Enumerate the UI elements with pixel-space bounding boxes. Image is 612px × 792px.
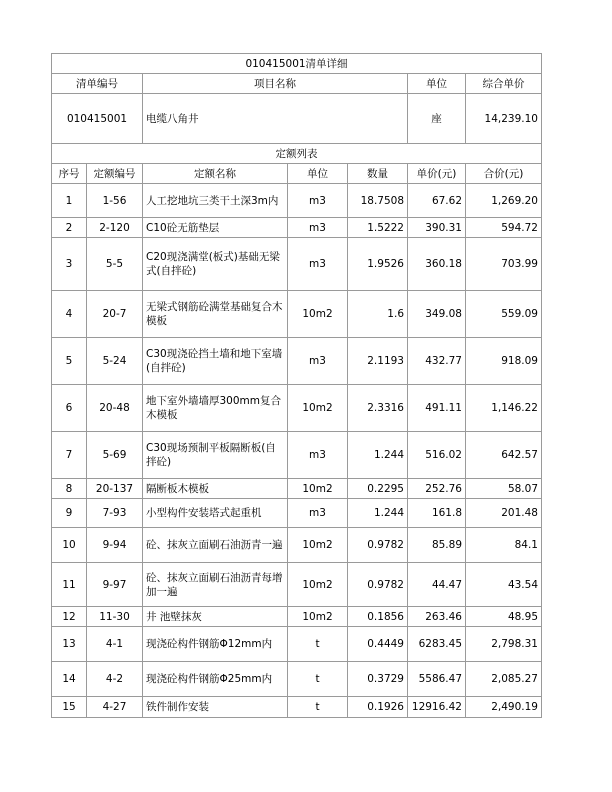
- row-quota-code: 5-5: [87, 238, 143, 291]
- row-unit: m3: [288, 499, 348, 528]
- bill-detail-table: [51, 53, 542, 718]
- row-seq: 2: [52, 218, 87, 238]
- row-quota-name: C10砼无筋垫层: [143, 218, 288, 238]
- row-seq: 13: [52, 627, 87, 662]
- bill-name-header: 项目名称: [143, 74, 408, 94]
- bill-code-header: 清单编号: [52, 74, 143, 94]
- row-qty: 1.244: [348, 432, 408, 479]
- row-total: 594.72: [466, 218, 542, 238]
- table-row: [52, 338, 542, 385]
- row-total: 43.54: [466, 563, 542, 607]
- row-quota-name: C20现浇满堂(板式)基础无梁式(自拌砼): [143, 238, 288, 291]
- row-price: 432.77: [408, 338, 466, 385]
- row-unit: m3: [288, 184, 348, 218]
- bill-unit-price-header: 综合单价: [466, 74, 542, 94]
- row-total: 1,269.20: [466, 184, 542, 218]
- row-qty: 1.244: [348, 499, 408, 528]
- row-unit: 10m2: [288, 528, 348, 563]
- row-seq: 5: [52, 338, 87, 385]
- table-row: [52, 697, 542, 718]
- row-total: 2,798.31: [466, 627, 542, 662]
- table-row: [52, 607, 542, 627]
- row-quota-name: 无梁式钢筋砼满堂基础复合木模板: [143, 291, 288, 338]
- row-seq: 8: [52, 479, 87, 499]
- table-row: [52, 238, 542, 291]
- unit-header: 单位: [288, 164, 348, 184]
- bill-unit-price: 14,239.10: [466, 94, 542, 144]
- row-price: 360.18: [408, 238, 466, 291]
- row-quota-code: 2-120: [87, 218, 143, 238]
- row-price: 516.02: [408, 432, 466, 479]
- row-quota-code: 5-69: [87, 432, 143, 479]
- row-qty: 1.5222: [348, 218, 408, 238]
- row-quota-code: 5-24: [87, 338, 143, 385]
- row-qty: 1.9526: [348, 238, 408, 291]
- row-seq: 3: [52, 238, 87, 291]
- table-row: [52, 479, 542, 499]
- table-row: [52, 291, 542, 338]
- row-quota-name: 小型构件安装塔式起重机: [143, 499, 288, 528]
- quota-name-header: 定额名称: [143, 164, 288, 184]
- total-header: 合价(元): [466, 164, 542, 184]
- row-total: 2,490.19: [466, 697, 542, 718]
- row-quota-code: 7-93: [87, 499, 143, 528]
- row-qty: 0.4449: [348, 627, 408, 662]
- row-price: 5586.47: [408, 662, 466, 697]
- row-total: 703.99: [466, 238, 542, 291]
- row-seq: 6: [52, 385, 87, 432]
- row-quota-name: 砼、抹灰立面刷石油沥青每增加一遍: [143, 563, 288, 607]
- row-seq: 14: [52, 662, 87, 697]
- row-qty: 0.2295: [348, 479, 408, 499]
- quota-code-header: 定额编号: [87, 164, 143, 184]
- table-row: [52, 627, 542, 662]
- row-unit: 10m2: [288, 479, 348, 499]
- row-unit: m3: [288, 238, 348, 291]
- table-row: [52, 218, 542, 238]
- row-quota-name: 隔断板木模板: [143, 479, 288, 499]
- row-unit: 10m2: [288, 563, 348, 607]
- row-quota-code: 9-97: [87, 563, 143, 607]
- row-total: 559.09: [466, 291, 542, 338]
- seq-header: 序号: [52, 164, 87, 184]
- row-qty: 1.6: [348, 291, 408, 338]
- row-price: 263.46: [408, 607, 466, 627]
- row-total: 1,146.22: [466, 385, 542, 432]
- row-unit: m3: [288, 218, 348, 238]
- bill-code: 010415001: [52, 94, 143, 144]
- row-unit: 10m2: [288, 607, 348, 627]
- row-quota-name: C30现浇砼挡土墙和地下室墙(自拌砼): [143, 338, 288, 385]
- row-quota-code: 11-30: [87, 607, 143, 627]
- price-header: 单价(元): [408, 164, 466, 184]
- row-seq: 15: [52, 697, 87, 718]
- row-price: 491.11: [408, 385, 466, 432]
- table-row: [52, 432, 542, 479]
- bill-unit-header: 单位: [408, 74, 466, 94]
- row-price: 349.08: [408, 291, 466, 338]
- row-qty: 2.1193: [348, 338, 408, 385]
- row-unit: 10m2: [288, 291, 348, 338]
- row-qty: 18.7508: [348, 184, 408, 218]
- row-price: 6283.45: [408, 627, 466, 662]
- row-price: 12916.42: [408, 697, 466, 718]
- row-quota-name: 地下室外墙墙厚300mm复合木模板: [143, 385, 288, 432]
- row-total: 918.09: [466, 338, 542, 385]
- row-seq: 12: [52, 607, 87, 627]
- row-unit: t: [288, 627, 348, 662]
- sheet-title: 010415001清单详细: [52, 54, 542, 74]
- row-seq: 11: [52, 563, 87, 607]
- row-total: 84.1: [466, 528, 542, 563]
- row-quota-code: 4-27: [87, 697, 143, 718]
- row-quota-name: C30现场预制平板隔断板(自拌砼): [143, 432, 288, 479]
- bill-unit: 座: [408, 94, 466, 144]
- row-seq: 10: [52, 528, 87, 563]
- row-unit: t: [288, 662, 348, 697]
- row-seq: 1: [52, 184, 87, 218]
- row-price: 44.47: [408, 563, 466, 607]
- row-quota-name: 井 池壁抹灰: [143, 607, 288, 627]
- row-quota-code: 20-137: [87, 479, 143, 499]
- row-quota-name: 现浇砼构件钢筋Φ12mm内: [143, 627, 288, 662]
- row-price: 252.76: [408, 479, 466, 499]
- quota-title-row: [52, 144, 542, 164]
- row-total: 642.57: [466, 432, 542, 479]
- bill-row: [52, 94, 542, 144]
- row-quota-code: 1-56: [87, 184, 143, 218]
- row-qty: 2.3316: [348, 385, 408, 432]
- row-qty: 0.9782: [348, 563, 408, 607]
- row-qty: 0.1926: [348, 697, 408, 718]
- row-quota-name: 铁件制作安装: [143, 697, 288, 718]
- row-price: 85.89: [408, 528, 466, 563]
- row-quota-code: 20-7: [87, 291, 143, 338]
- table-row: [52, 499, 542, 528]
- row-unit: 10m2: [288, 385, 348, 432]
- row-qty: 0.1856: [348, 607, 408, 627]
- table-row: [52, 563, 542, 607]
- quota-list-title: 定额列表: [52, 144, 542, 164]
- row-price: 161.8: [408, 499, 466, 528]
- row-seq: 4: [52, 291, 87, 338]
- title-row: [52, 54, 542, 74]
- table-row: [52, 528, 542, 563]
- row-seq: 7: [52, 432, 87, 479]
- row-quota-name: 现浇砼构件钢筋Φ25mm内: [143, 662, 288, 697]
- row-quota-code: 4-1: [87, 627, 143, 662]
- row-price: 390.31: [408, 218, 466, 238]
- row-quota-code: 20-48: [87, 385, 143, 432]
- bill-header-row: [52, 74, 542, 94]
- row-total: 48.95: [466, 607, 542, 627]
- bill-name: 电缆八角井: [143, 94, 408, 144]
- row-unit: m3: [288, 432, 348, 479]
- row-total: 58.07: [466, 479, 542, 499]
- row-quota-code: 4-2: [87, 662, 143, 697]
- qty-header: 数量: [348, 164, 408, 184]
- row-unit: t: [288, 697, 348, 718]
- row-seq: 9: [52, 499, 87, 528]
- table-row: [52, 385, 542, 432]
- table-row: [52, 662, 542, 697]
- row-qty: 0.3729: [348, 662, 408, 697]
- row-quota-name: 砼、抹灰立面刷石油沥青一遍: [143, 528, 288, 563]
- row-qty: 0.9782: [348, 528, 408, 563]
- row-price: 67.62: [408, 184, 466, 218]
- row-total: 201.48: [466, 499, 542, 528]
- row-quota-code: 9-94: [87, 528, 143, 563]
- bill-detail-sheet: [51, 53, 541, 718]
- row-unit: m3: [288, 338, 348, 385]
- quota-header-row: [52, 164, 542, 184]
- table-row: [52, 184, 542, 218]
- row-quota-name: 人工挖地坑三类干土深3m内: [143, 184, 288, 218]
- row-total: 2,085.27: [466, 662, 542, 697]
